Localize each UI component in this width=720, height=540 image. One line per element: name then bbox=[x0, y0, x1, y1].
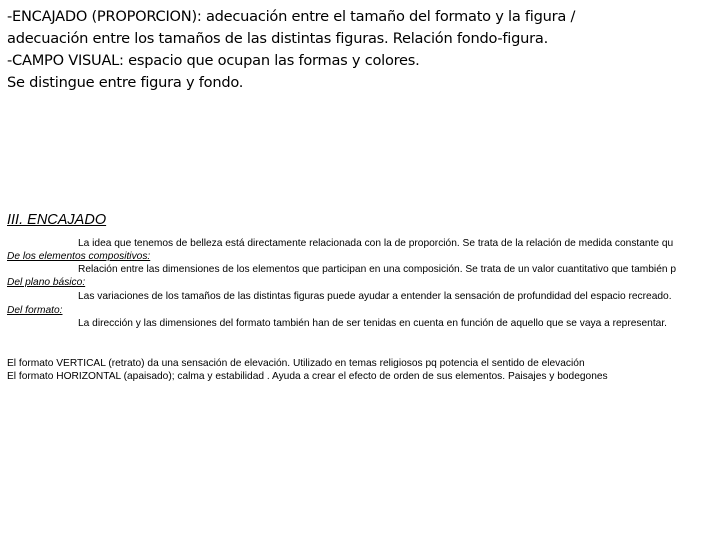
label-elementos-compositivos: De los elementos compositivos: bbox=[7, 251, 151, 262]
paragraph-belleza: La idea que tenemos de belleza está directamente relacionada con la de proporción. Se trata de la relación de medida constante qu bbox=[78, 238, 674, 249]
intro-line: adecuación entre los tamaños de las distintas figuras. Relación fondo-figura. bbox=[7, 30, 548, 47]
intro-line: Se distingue entre figura y fondo. bbox=[7, 74, 244, 91]
format-horizontal-text: El formato HORIZONTAL (apaisado); calma y estabilidad . Ayuda a crear el efecto de orden de sus elementos. Paisajes y bodegones bbox=[7, 371, 608, 382]
label-formato: Del formato: bbox=[7, 305, 63, 316]
paragraph-variaciones: Las variaciones de los tamaños de las distintas figuras puede ayudar a entender la sensación de profundidad del espacio recreado. bbox=[78, 291, 672, 302]
intro-line: -CAMPO VISUAL: espacio que ocupan las formas y colores. bbox=[7, 52, 420, 69]
label-plano-basico: Del plano básico: bbox=[7, 277, 86, 288]
section-title: III. ENCAJADO bbox=[7, 212, 107, 228]
paragraph-relacion: Relación entre las dimensiones de los elementos que participan en una composición. Se trata de un valor cuantitativo que también p bbox=[78, 264, 677, 275]
intro-line: -ENCAJADO (PROPORCION): adecuación entre el tamaño del formato y la figura / bbox=[7, 8, 576, 25]
paragraph-direccion: La dirección y las dimensiones del formato también han de ser tenidas en cuenta en función de aquello que se vaya a representar. bbox=[78, 318, 667, 329]
format-vertical-text: El formato VERTICAL (retrato) da una sensación de elevación. Utilizado en temas religiosos pq potencia el sentido de elevación bbox=[7, 358, 585, 369]
